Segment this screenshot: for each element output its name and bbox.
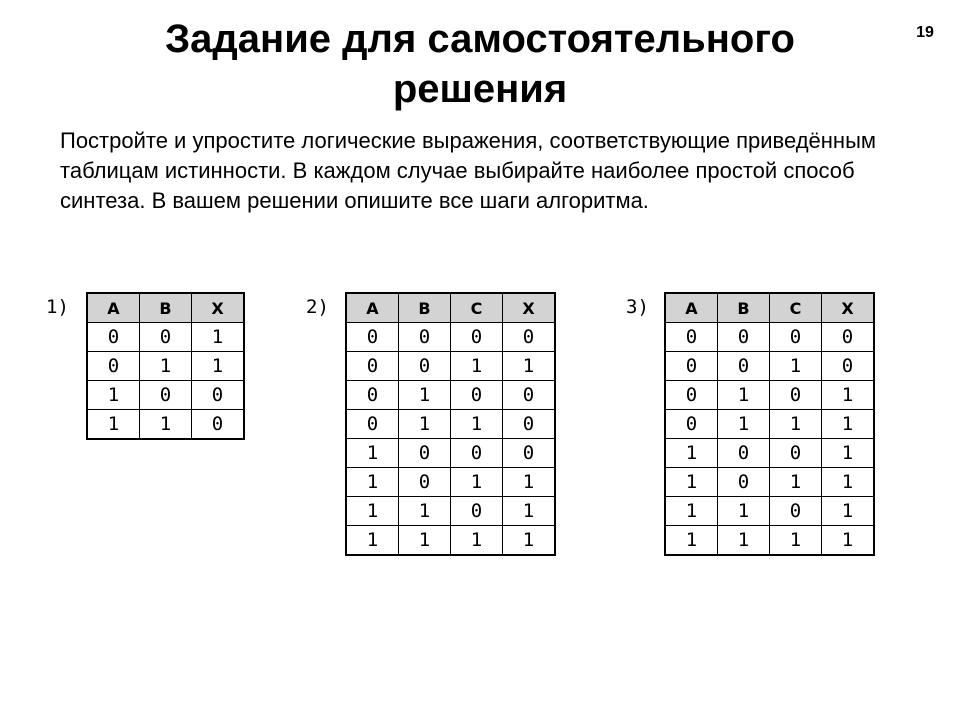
table-row: [346, 323, 555, 352]
table-cell: 1: [665, 439, 718, 468]
table-cell: 0: [770, 381, 822, 410]
table-row: [665, 323, 874, 352]
header-cell: B: [399, 293, 451, 323]
task-instructions: Постройте и упростите логические выражения, соответствующие приведённым таблицам истинности. В каждом случае выбирайте наиболее простой способ синтеза. В вашем решении опишите все шаги алгоритма.: [60, 128, 877, 213]
table-cell: 0: [399, 468, 451, 497]
table-2-label: 2): [306, 296, 329, 318]
table-cell: 1: [718, 381, 770, 410]
table-cell: 1: [822, 526, 875, 556]
table-cell: 0: [770, 497, 822, 526]
table-cell: 1: [192, 323, 245, 352]
table-row: [346, 381, 555, 410]
header-cell: A: [665, 293, 718, 323]
table-cell: 1: [822, 381, 875, 410]
table-cell: 1: [503, 468, 556, 497]
table-cell: 1: [770, 468, 822, 497]
table-cell: 0: [718, 468, 770, 497]
table-row: [665, 352, 874, 381]
table-cell: 0: [665, 381, 718, 410]
table-row: [665, 468, 874, 497]
header-cell: X: [192, 293, 245, 323]
table-cell: 1: [451, 468, 503, 497]
table-row: [346, 468, 555, 497]
table-cell: 0: [665, 323, 718, 352]
header-cell: X: [822, 293, 875, 323]
table-cell: 1: [399, 410, 451, 439]
table-cell: 1: [822, 439, 875, 468]
table-cell: 1: [665, 468, 718, 497]
table-cell: 0: [140, 381, 192, 410]
table-cell: 0: [399, 439, 451, 468]
table-cell: 0: [503, 323, 556, 352]
table-cell: 0: [503, 439, 556, 468]
table-cell: 1: [770, 410, 822, 439]
table-cell: 1: [822, 410, 875, 439]
table-cell: 0: [399, 323, 451, 352]
table-cell: 1: [346, 526, 399, 556]
table-cell: 1: [399, 526, 451, 556]
table-cell: 1: [770, 526, 822, 556]
table-cell: 1: [140, 352, 192, 381]
table-header-row: [87, 293, 244, 323]
table-cell: 1: [87, 381, 140, 410]
table-cell: 0: [399, 352, 451, 381]
table-cell: 1: [346, 468, 399, 497]
table-cell: 0: [346, 323, 399, 352]
table-header-row: [346, 293, 555, 323]
slide-title-line-1: Задание для самостоятельного: [165, 17, 795, 61]
table-row: [665, 439, 874, 468]
table-cell: 1: [718, 410, 770, 439]
header-cell: X: [503, 293, 556, 323]
table-cell: 0: [140, 323, 192, 352]
table-row: [87, 352, 244, 381]
table-cell: 0: [346, 381, 399, 410]
table-cell: 1: [346, 439, 399, 468]
table-cell: 1: [346, 497, 399, 526]
header-cell: A: [346, 293, 399, 323]
truth-table-2: [345, 292, 556, 556]
table-cell: 1: [822, 468, 875, 497]
table-row: [87, 410, 244, 440]
table-row: [665, 410, 874, 439]
header-cell: B: [140, 293, 192, 323]
table-row: [346, 497, 555, 526]
table-cell: 0: [770, 439, 822, 468]
header-cell: C: [451, 293, 503, 323]
header-cell: A: [87, 293, 140, 323]
table-cell: 1: [399, 497, 451, 526]
slide-number: 19: [916, 24, 934, 41]
table-row: [665, 526, 874, 556]
table-cell: 1: [822, 497, 875, 526]
table-header-row: [665, 293, 874, 323]
table-cell: 1: [770, 352, 822, 381]
table-cell: 0: [665, 410, 718, 439]
table-row: [346, 410, 555, 439]
table-cell: 0: [87, 352, 140, 381]
table-cell: 0: [770, 323, 822, 352]
table-cell: 1: [451, 352, 503, 381]
table-cell: 0: [718, 323, 770, 352]
table-cell: 0: [192, 381, 245, 410]
table-cell: 0: [451, 439, 503, 468]
table-cell: 1: [665, 497, 718, 526]
table-row: [665, 381, 874, 410]
table-cell: 1: [87, 410, 140, 440]
table-cell: 0: [451, 323, 503, 352]
table-row: [87, 381, 244, 410]
table-cell: 1: [665, 526, 718, 556]
table-cell: 0: [346, 352, 399, 381]
table-cell: 1: [503, 497, 556, 526]
header-cell: C: [770, 293, 822, 323]
table-cell: 0: [822, 352, 875, 381]
table-cell: 0: [451, 381, 503, 410]
table-cell: 0: [87, 323, 140, 352]
table-cell: 1: [451, 526, 503, 556]
table-1-label: 1): [46, 296, 69, 318]
table-cell: 1: [399, 381, 451, 410]
table-cell: 1: [503, 526, 556, 556]
table-cell: 1: [140, 410, 192, 440]
table-cell: 0: [718, 439, 770, 468]
truth-table-3: [664, 292, 875, 556]
table-3-label: 3): [626, 296, 649, 318]
table-row: [665, 497, 874, 526]
table-cell: 0: [503, 410, 556, 439]
slide-title: [80, 14, 880, 114]
table-row: [346, 526, 555, 556]
table-cell: 0: [665, 352, 718, 381]
slide-title-line-2: решения: [392, 67, 568, 111]
truth-table-1: [86, 292, 245, 440]
table-cell: 0: [192, 410, 245, 440]
table-cell: 0: [503, 381, 556, 410]
table-cell: 1: [192, 352, 245, 381]
table-cell: 0: [822, 323, 875, 352]
table-cell: 1: [718, 497, 770, 526]
table-cell: 1: [503, 352, 556, 381]
table-row: [346, 352, 555, 381]
table-cell: 1: [718, 526, 770, 556]
table-cell: 1: [451, 410, 503, 439]
table-cell: 0: [346, 410, 399, 439]
header-cell: B: [718, 293, 770, 323]
table-cell: 0: [451, 497, 503, 526]
table-cell: 0: [718, 352, 770, 381]
table-row: [87, 323, 244, 352]
table-row: [346, 439, 555, 468]
